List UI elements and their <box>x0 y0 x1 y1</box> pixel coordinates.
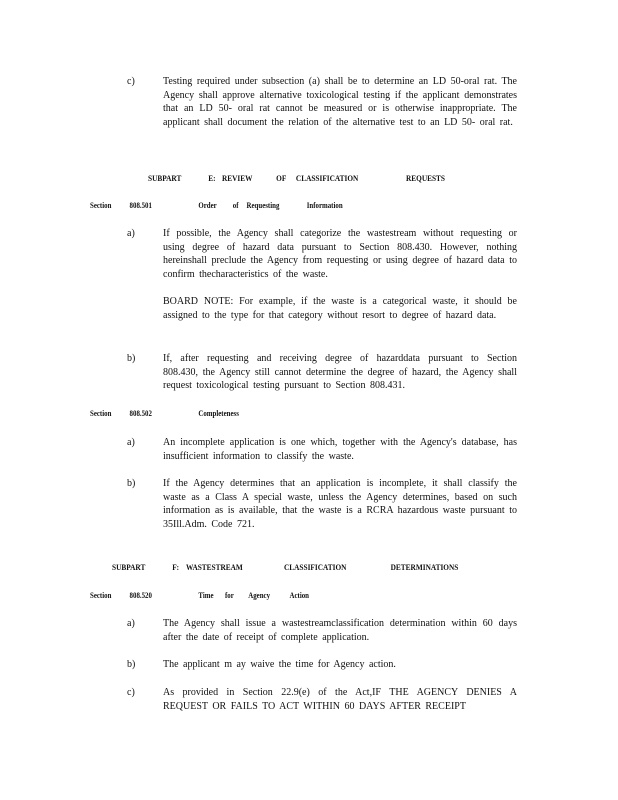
section-number: 808.501 <box>129 201 152 210</box>
paragraph-categorize-wastestream: If possible, the Agency shall categorize the wastestream without requesting or using degree of hazard data pursuant to Section 808.430. However, nothing hereinshall preclude the Agency from requesting or using degree of hazard data to confirm thecharacteristics of the waste. <box>163 228 517 280</box>
paragraph-testing-ld50: Testing required under subsection (a) shall be to determine an LD 50-oral rat. The Agency shall approve alternative toxicological testing if the applicant demonstrates that an LD 50- oral rat cannot be measured or is otherwise inappropriate. The applicant shall document the relation of the alternative test to an LD 50- oral rat. <box>163 76 517 128</box>
paragraph-waive-time: The applicant m ay waive the time for Agency action. <box>163 659 396 670</box>
section-title-word: Completeness <box>198 409 239 418</box>
subpart-title-word: DETERMINATIONS <box>390 562 459 572</box>
section-word: Section <box>90 409 112 418</box>
subpart-title-word: CLASSIFICATION <box>284 562 347 572</box>
section-title-word: Agency <box>248 591 271 600</box>
paragraph-incomplete-application: An incomplete application is one which, together with the Agency's database, has insufficient information to classify the waste. <box>163 437 517 462</box>
subpart-title-word: OF <box>276 173 287 183</box>
item-label: b) <box>127 353 136 364</box>
section-title-word: Requesting <box>246 201 280 210</box>
item-label: c) <box>127 76 135 87</box>
paragraph-classify-class-a: If the Agency determines that an application is incomplete, it shall classify the waste as a Class A special waste, unless the Agency determines, based on such information as is available, that the waste is a RCRA hazardous waste pursuant to 35Ill.Adm. Code 721. <box>163 478 517 530</box>
subpart-letter: F: <box>172 562 180 572</box>
item-label: a) <box>127 228 135 239</box>
section-title-word: Information <box>306 201 343 210</box>
section-word: Section <box>90 201 112 210</box>
section-word: Section <box>90 591 112 600</box>
subpart-letter: E: <box>208 173 216 183</box>
subpart-word: SUBPART <box>112 562 146 572</box>
item-label: b) <box>127 659 136 670</box>
section-title-word: Time <box>198 591 214 600</box>
item-label: c) <box>127 687 135 698</box>
board-note: BOARD NOTE: For example, if the waste is a categorical waste, it should be assigned to the type for that category without resort to degree of hazard data. <box>163 296 517 321</box>
item-label: b) <box>127 478 136 489</box>
section-title-word: Order <box>198 201 217 210</box>
section-title-word: Action <box>289 591 310 600</box>
section-number: 808.502 <box>129 409 152 418</box>
section-number: 808.520 <box>129 591 152 600</box>
paragraph-request-testing: If, after requesting and receiving degree of hazarddata pursuant to Section 808.430, the Agency still cannot determine the degree of hazard, the Agency shall request toxicological testing pursuant to Section 808.431. <box>163 353 517 392</box>
subpart-title-word: CLASSIFICATION <box>295 173 359 183</box>
subpart-title-word: WASTESTREAM <box>185 562 243 572</box>
section-title-word: of <box>232 201 239 210</box>
paragraph-issue-determination: The Agency shall issue a wastestreamclassification determination within 60 days after the date of receipt of complete application. <box>163 618 517 643</box>
paragraph-act-provision: As provided in Section 22.9(e) of the Act,IF THE AGENCY DENIES A REQUEST OR FAILS TO ACT WITHIN 60 DAYS AFTER RECEIPT <box>163 687 517 712</box>
subpart-word: SUBPART <box>148 173 182 183</box>
subpart-title-word: REQUESTS <box>406 173 446 183</box>
item-label: a) <box>127 437 135 448</box>
item-label: a) <box>127 618 135 629</box>
section-title-word: for <box>225 591 234 600</box>
subpart-title-word: REVIEW <box>221 173 253 183</box>
